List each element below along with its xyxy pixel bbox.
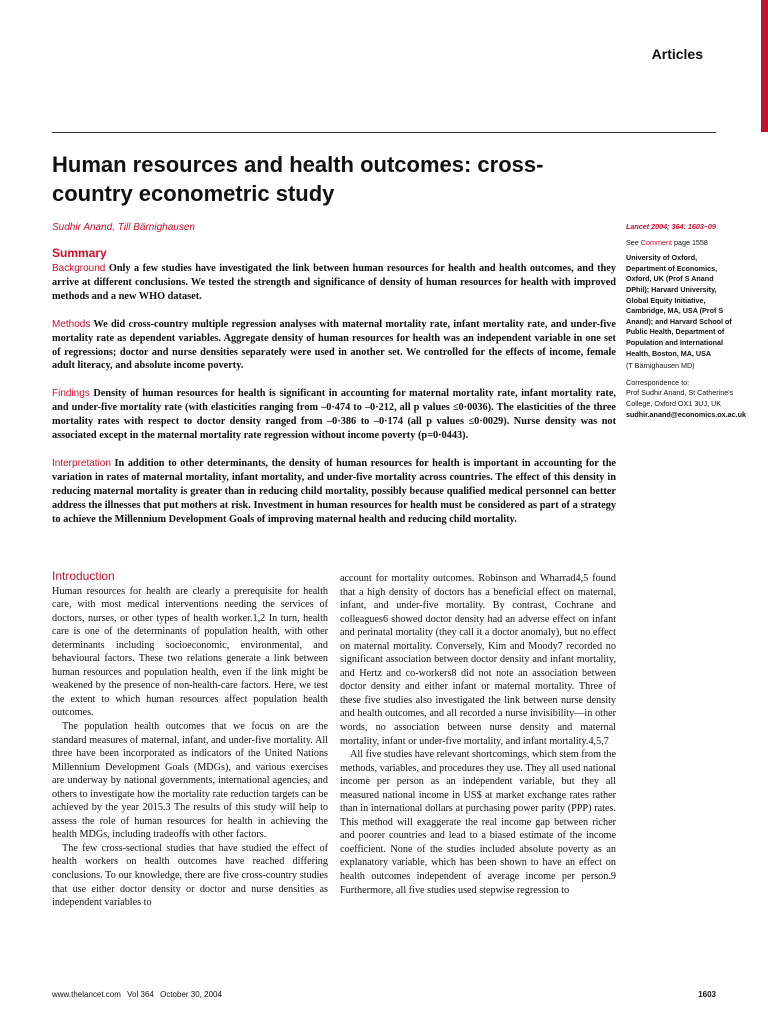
body-paragraph: account for mortality outcomes. Robinson and Wharrad4,5 found that a high density of doctors has a beneficial effect on maternal, infant, and under-five mortality. By contrast, Cochrane and colleagues6 showed doctor density had an adverse effect on infant and perinatal mortality (they call it a doctor anomaly), but no effect on maternal mortality. Conversely, Kim and Moody7 recorded no significant association between doctor density and infant mortality, and Hertz and co-workers8 did not note an association between doctor density and either infant or maternal mortality. Three of these five studies also investigated the link between nurse density and health outcomes, and all recorded a nurse invisibility—in other words, no association between nurse density and maternal mortality, infant or under-five mortality, and infant mortality.4,5,7 bbox=[340, 573, 616, 747]
body-column-left bbox=[52, 570, 328, 910]
interpretation-text: In addition to other determinants, the density of human resources for health is important in accounting for the variation in rates of maternal mortality, infant mortality, and under-five mortality across countries. The effect of this density in reducing maternal mortality is greater than in reducing child mortality, possibly because qualified medical personnel can better address the illnesses that put mothers at risk. Investment in human resources for health must be considered as part of a strategy to achieve the Millennium Development Goals of improving maternal health and reducing child mortality. bbox=[52, 457, 616, 525]
summary-heading: Summary bbox=[52, 246, 107, 260]
article-sidebar bbox=[626, 222, 747, 420]
see-prefix: See bbox=[626, 237, 639, 247]
body-paragraph: The few cross-sectional studies that have studied the effect of health workers on health outcomes have reached differing conclusions. To our knowledge, there are five cross-country studies that use either doctor density or doctor and nurse densities as independent variables to bbox=[52, 842, 328, 909]
issue-date: October 30, 2004 bbox=[160, 990, 222, 999]
background-label: Background bbox=[52, 263, 106, 274]
body-paragraph: Human resources for health are clearly a prerequisite for health care, with most medical interventions needing the services of doctors, nurses, or other types of health worker.1,2 In turn, health care is one of the determinants of population health, with other determinants including socioeconomic, environmental, and behavioural factors. These two relations generate a link between human resources and population health, even if the link might be weakened by the presence of non-health-care factors. Here, we test the extent to which human resources affect population health outcomes. bbox=[52, 585, 328, 719]
correspondence-email[interactable]: sudhir.anand@economics.ox.ac.uk bbox=[626, 409, 747, 419]
section-label: Articles bbox=[651, 46, 703, 62]
journal-website-link[interactable]: www.thelancet.com bbox=[52, 990, 121, 999]
methods-label: Methods bbox=[52, 318, 91, 330]
header-rule bbox=[52, 132, 716, 133]
summary-findings bbox=[52, 387, 616, 443]
summary-methods bbox=[52, 318, 616, 374]
see-suffix: page 1558 bbox=[673, 237, 708, 247]
see-also bbox=[626, 238, 736, 249]
header-edge-bar bbox=[761, 0, 768, 132]
page-number: 1603 bbox=[698, 990, 716, 999]
body-paragraph: All five studies have relevant shortcomings, which stem from the methods, variables, and procedures they use. They all used national income per person as an independent variable, but they all measured national income in US$ at market exchange rates rather than in international dollars at purchasing power parity (PPP) rates. This method will exaggerate the real income gap between richer and poorer countries and lead to a biased estimate of the income coefficient. None of the studies included absolute poverty as an explanatory variable, which has been shown to have an effect on health outcomes independent of average income per person.9 Furthermore, all five studies used stepwise regression to bbox=[340, 749, 616, 896]
summary-interpretation bbox=[52, 457, 616, 527]
findings-text: Density of human resources for health is significant in accounting for maternal mortality rate, infant mortality rate, and under-five mortality rate (with elasticities ranging from –0·474 to –0·212, all p values ≤0·0036). The elasticities of the three mortality rates with respect to doctor density ranged from –0·386 to –0·174 (all p values ≤0·0029). Nurse density was not associated except in the maternal mortality rate regression without income poverty (p=0·0443). bbox=[52, 388, 616, 442]
affiliation-note: (T Bärnighausen MD) bbox=[626, 361, 695, 371]
introduction-heading: Introduction bbox=[52, 569, 115, 583]
affiliations: University of Oxford, Department of Economics, Oxford, UK (Prof S Anand DPhil); Harvard University, Global Equity Initiative, Cambridge, MA, USA (Prof S Anand); and Harvard School of Public Health, Department of Population and International Health, Boston, MA, USA bbox=[626, 253, 732, 358]
article-title: Human resources and health outcomes: cross-country econometric study bbox=[52, 152, 544, 206]
findings-label: Findings bbox=[52, 388, 90, 400]
interpretation-label: Interpretation bbox=[52, 457, 111, 469]
body-paragraph: The population health outcomes that we focus on are the standard measures of maternal, infant, and under-five mortality. All three have been incorporated as indicators of the United Nations Millennium Development Goals (MDGs), and various exercises are underway by national governments, international agencies, and others to investigate how the mortality rate reduction targets can be achieved by the year 2015.3 The results of this study will help to assess the role of human resources for health in achieving the health MDGs, including tradeoffs with other factors. bbox=[52, 721, 328, 841]
background-text: Only a few studies have investigated the link between human resources for health and health outcomes, and they arrive at different conclusions. We tested the strength and significance of density of human resources for health with improved methods and a new WHO dataset. bbox=[52, 263, 616, 302]
author-list: Sudhir Anand, Till Bärnighausen bbox=[52, 222, 195, 233]
methods-text: We did cross-country multiple regression analyses with maternal mortality rate, infant mortality rate, and under-five mortality rate as dependent variables. Aggregate density of human resources for health was an independent variable in one set of regressions; doctor and nurse densities separately were used in another set. We controlled for the effects of income, female adult literacy, and absolute income poverty. bbox=[52, 318, 617, 372]
comment-link[interactable]: Comment bbox=[640, 237, 672, 247]
page-footer bbox=[52, 990, 226, 999]
summary-section bbox=[52, 246, 616, 541]
correspondence-label: Correspondence to: bbox=[626, 377, 690, 387]
summary-background bbox=[52, 262, 616, 304]
body-column-right bbox=[340, 572, 616, 897]
citation: Lancet 2004; 364: 1603–09 bbox=[626, 222, 716, 231]
correspondence-address: Prof Sudhir Anand, St Catherine's College, Oxford OX1 3UJ, UK bbox=[626, 388, 734, 408]
journal-volume: Vol 364 bbox=[127, 990, 154, 999]
